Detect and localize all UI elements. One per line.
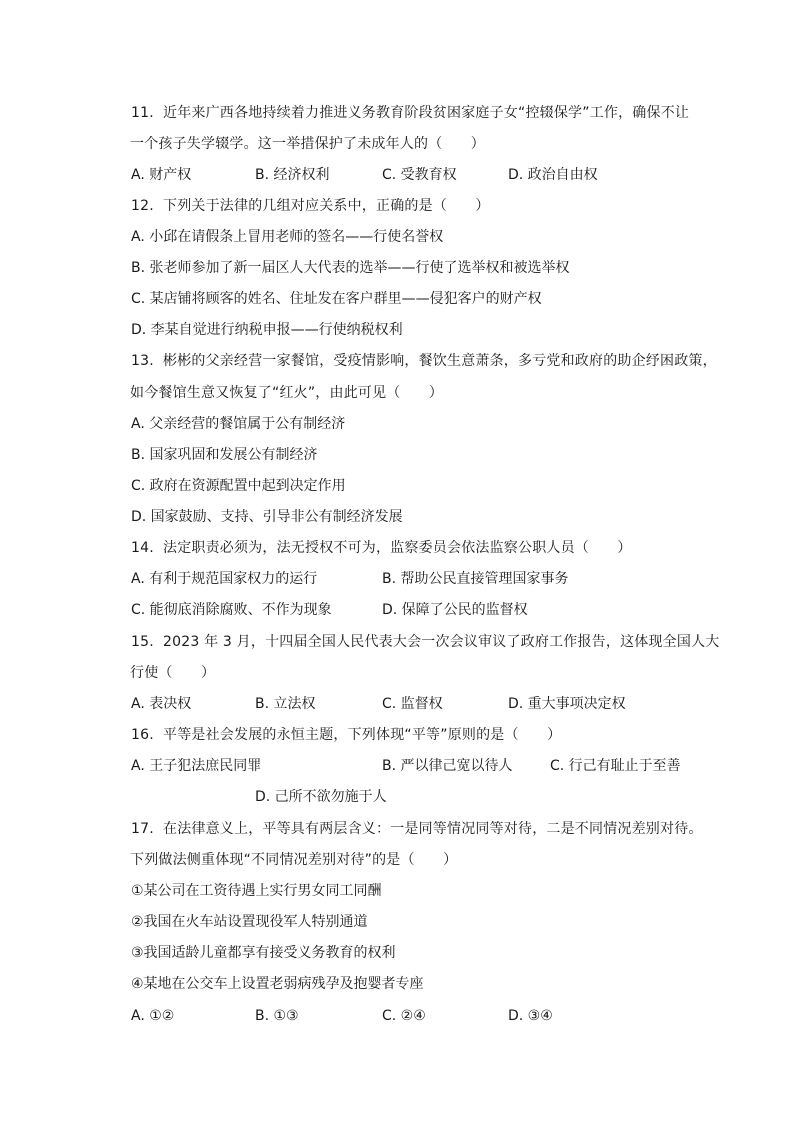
question-12-stem [131,196,711,216]
question-14-option-a[interactable]: A. 有利于规范国家权力的运行 [131,571,318,587]
question-13-option-c[interactable]: C. 政府在资源配置中起到决定作用 [131,478,346,494]
question-14-option-d[interactable]: D. 保障了公民的监督权 [382,602,528,618]
question-14-option-b[interactable]: B. 帮助公民直接管理国家事务 [382,571,569,587]
question-13-text: 彬彬的父亲经营一家餐馆，受疫情影响，餐饮生意萧条，多亏党和政府的助企纾困政策， [163,353,717,369]
question-17-number: 17. [131,821,154,837]
question-15-option-a[interactable]: A. 表决权 [131,696,192,712]
question-14-text: 法定职责必须为，法无授权不可为，监察委员会依法监察公职人员（ ） [163,540,632,556]
question-13-stem-line2: 如今餐馆生意又恢复了“红火”，由此可见（ ） [130,385,444,401]
question-11-stem-line1 [131,103,711,123]
question-11-number: 11. [131,105,154,121]
question-16-option-b[interactable]: B. 严以律己宽以待人 [382,758,513,774]
question-17-stem-line1 [131,819,711,839]
question-12-option-d[interactable]: D. 李某自觉进行纳税申报——行使纳税权利 [131,322,403,338]
question-16-stem [131,725,711,745]
question-15-option-c[interactable]: C. 监督权 [382,696,443,712]
question-15-text: 2023 年 3 月，十四届全国人民代表大会一次会议审议了政府工作报告，这体现全国人大 [163,634,720,650]
question-11-stem-line2: 一个孩子失学辍学。这一举措保护了未成年人的（ ） [130,136,485,152]
question-14-option-c[interactable]: C. 能彻底消除腐败、不作为现象 [131,602,332,618]
question-12-text: 下列关于法律的几组对应关系中，正确的是（ ） [163,198,490,214]
question-16-option-c[interactable]: C. 行己有耻止于至善 [550,758,681,774]
question-12-number: 12. [131,198,154,214]
question-16-text: 平等是社会发展的永恒主题，下列体现“平等”原则的是（ ） [163,727,562,743]
question-16-option-a[interactable]: A. 王子犯法庶民同罪 [131,758,262,774]
question-12-option-c[interactable]: C. 某店铺将顾客的姓名、住址发在客户群里——侵犯客户的财产权 [131,291,542,307]
question-11-text: 近年来广西各地持续着力推进义务教育阶段贫困家庭子女“控辍保学”工作，确保不让 [163,105,690,121]
question-16-number: 16. [131,727,154,743]
question-11-option-a[interactable]: A. 财产权 [131,167,192,183]
question-15-option-d[interactable]: D. 重大事项决定权 [508,696,626,712]
question-14-number: 14. [131,540,154,556]
question-17-statement-3: ③我国适龄儿童都享有接受义务教育的权利 [131,945,396,961]
question-13-option-d[interactable]: D. 国家鼓励、支持、引导非公有制经济发展 [131,509,403,525]
question-12-option-b[interactable]: B. 张老师参加了新一届区人大代表的选举——行使了选举权和被选举权 [131,260,570,276]
question-17-statement-2: ②我国在火车站设置现役军人特别通道 [131,914,368,930]
question-15-stem-line2: 行使（ ） [130,665,216,681]
question-17-option-a[interactable]: A. ①② [131,1008,175,1024]
question-11-option-d[interactable]: D. 政治自由权 [508,167,598,183]
question-15-option-b[interactable]: B. 立法权 [255,696,316,712]
question-13-option-a[interactable]: A. 父亲经营的餐馆属于公有制经济 [131,416,346,432]
question-12-option-a[interactable]: A. 小邱在请假条上冒用老师的签名——行使名誉权 [131,229,444,245]
question-16-option-d[interactable]: D. 己所不欲勿施于人 [255,789,387,805]
question-11-option-b[interactable]: B. 经济权利 [255,167,330,183]
question-13-number: 13. [131,353,154,369]
question-15-stem-line1 [131,632,720,652]
question-11-option-c[interactable]: C. 受教育权 [382,167,457,183]
question-14-stem [131,538,711,558]
question-17-option-b[interactable]: B. ①③ [255,1008,299,1024]
question-13-stem-line1 [131,351,717,371]
question-17-text: 在法律意义上，平等具有两层含义：一是同等情况同等对待，二是不同情况差别对待。 [163,821,703,837]
question-17-option-d[interactable]: D. ③④ [508,1008,553,1024]
question-15-number: 15. [131,634,154,650]
question-17-stem-line2: 下列做法侧重体现“不同情况差别对待”的是（ ） [130,852,458,868]
question-17-option-c[interactable]: C. ②④ [382,1008,426,1024]
question-17-statement-1: ①某公司在工资待遇上实行男女同工同酬 [131,883,382,899]
question-17-statement-4: ④某地在公交车上设置老弱病残孕及抱婴者专座 [131,976,424,992]
question-13-option-b[interactable]: B. 国家巩固和发展公有制经济 [131,447,318,463]
